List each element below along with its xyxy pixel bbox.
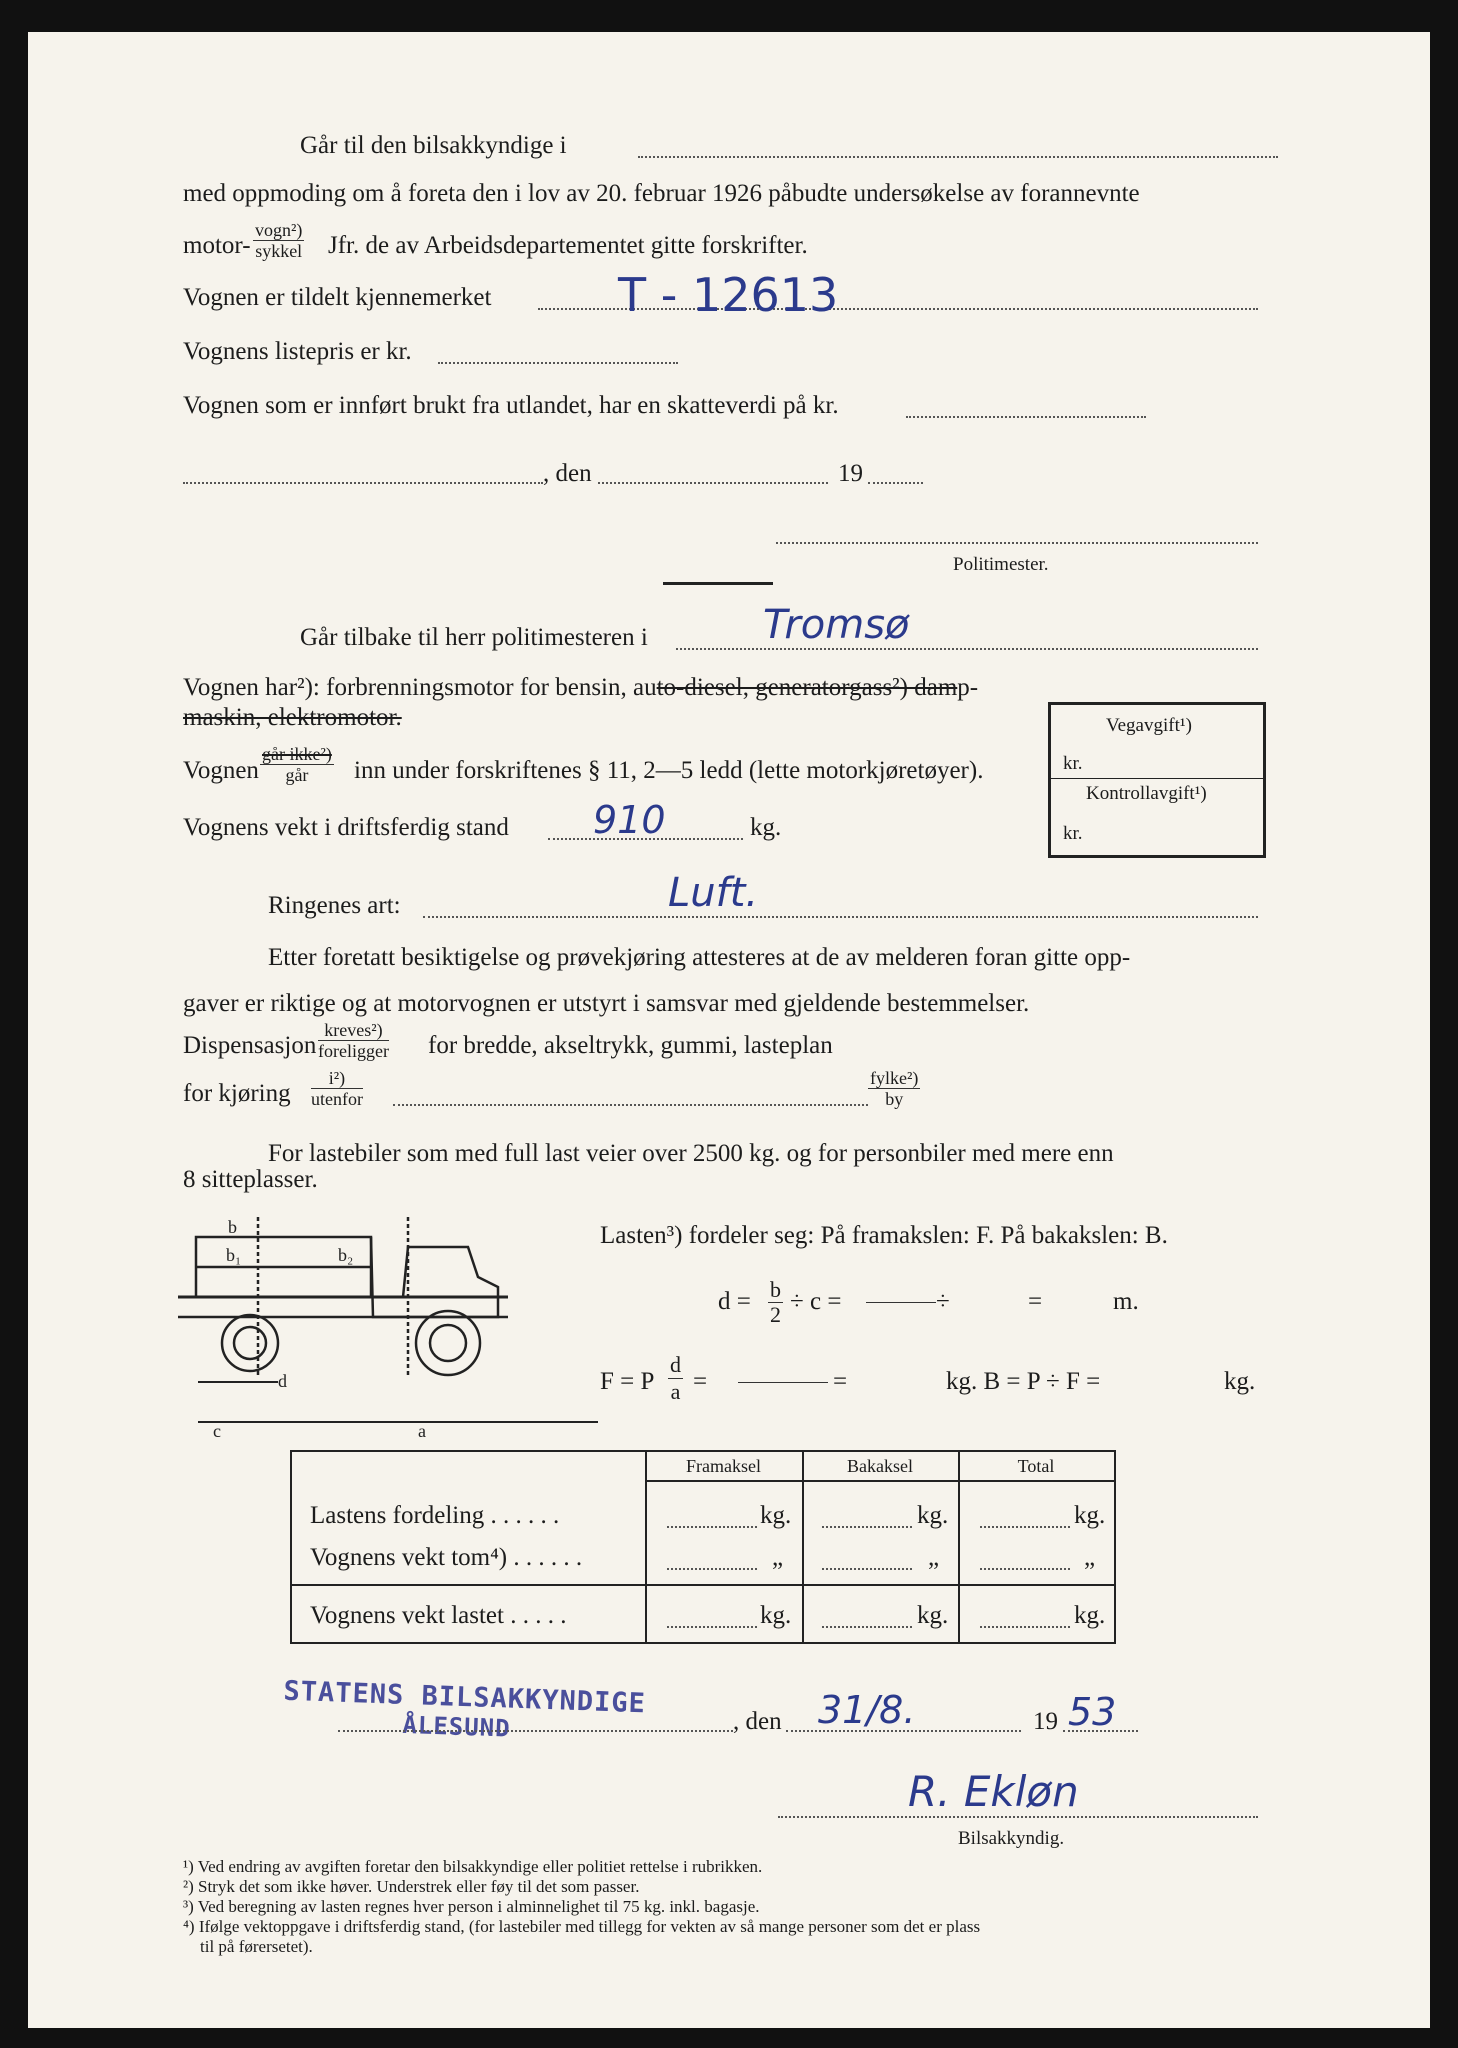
taxvalue-field[interactable] [906, 416, 1146, 418]
table-cell: „ [928, 1544, 940, 1571]
formula-kg-end: kg. [1224, 1368, 1256, 1395]
fylke-numerator: fylke²) [870, 1068, 919, 1088]
front-wheel [222, 1315, 278, 1371]
attest-line-1: Etter foretatt besiktigelse og prøvekjøring attesteres at de av melderen foran gitte opp- [268, 944, 1131, 971]
formula-blank-1 [866, 1302, 936, 1303]
return-label: Går tilbake til herr politimesteren i [300, 624, 648, 651]
row-label-vekt-lastet: Vognens vekt lastet . . . . . [310, 1602, 567, 1629]
frac-2: 2 [770, 1302, 781, 1327]
intro-line2: med oppmoding om å foreta den i lov av 20. februar 1926 påbudte undersøkelse av forannevnte [183, 180, 1140, 207]
footnote-4-cont: til på førersetet). [183, 1937, 313, 1956]
row-label-lastens-fordeling: Lastens fordeling . . . . . . [310, 1502, 560, 1529]
cell-field[interactable] [667, 1626, 757, 1628]
formula-b-over-2 [768, 1278, 783, 1327]
frac-a: a [670, 1379, 681, 1404]
col-header-bakaksel: Bakaksel [847, 1456, 913, 1476]
col-header-total: Total [1017, 1456, 1055, 1476]
formula-f-eq2: = [833, 1368, 848, 1395]
motor-struck-2: maskin, elektromotor. [183, 704, 402, 731]
year19-label: 19 [838, 460, 863, 487]
motor-end: p- [957, 674, 979, 701]
stamp-line-1: STATENS BILSAKKYNDIGE [283, 1675, 647, 1720]
rear-wheel [416, 1311, 480, 1375]
load-intro-1: For lastebiler som med full last veier over 2500 kg. og for personbiler med mere enn [268, 1140, 1114, 1167]
politimester-label: Politimester. [953, 554, 1049, 575]
diagram-label-b1: b₁ [226, 1245, 242, 1265]
bilsakkyndig-title: Bilsakkyndig. [958, 1828, 1065, 1849]
cell-field[interactable] [980, 1568, 1070, 1570]
cell-field[interactable] [667, 1568, 757, 1570]
vogn-denominator: sykkel [255, 241, 303, 261]
motor-au: au [633, 674, 657, 701]
tyres-field[interactable] [423, 916, 1258, 918]
formula-equals: = [1028, 1288, 1043, 1315]
row-label-vekt-tom: Vognens vekt tom⁴) . . . . . . [310, 1544, 583, 1571]
motor-struck-1: to-diesel, generatorgass²) dam [656, 674, 958, 701]
plate-label: Vognen er tildelt kjennemerket [183, 284, 492, 311]
fee-box [1048, 702, 1266, 858]
disp-numerator: kreves²) [318, 1020, 389, 1041]
listprice-label: Vognens listepris er kr. [183, 338, 412, 365]
official-stamp [282, 1676, 646, 1748]
police-district-value: Tromsø [763, 602, 910, 648]
diagram-label-c: c [213, 1421, 221, 1441]
motor-label: Vognen har²): forbrenningsmotor for bensin, [183, 674, 627, 701]
disp-denominator: foreligger [318, 1041, 389, 1061]
table-cell: kg. [917, 1602, 949, 1629]
intro-line3-prefix: motor- [183, 232, 251, 259]
cell-field[interactable] [822, 1568, 912, 1570]
cell-field[interactable] [822, 1526, 912, 1528]
weight-value: 910 [593, 798, 666, 842]
gaar-rest: inn under forskriftenes § 11, 2—5 ledd (lette motorkjøretøyer). [354, 757, 984, 784]
vogn-fraction [253, 220, 304, 261]
gaar-numerator: går ikke²) [262, 744, 332, 764]
footnote-1: ¹) Ved endring av avgiften foretar den bilsakkyndige eller politiet rettelse i rubrikken. [183, 1857, 763, 1876]
kjoring-field[interactable] [393, 1104, 868, 1106]
footnote-2: ²) Stryk det som ikke høver. Understrek eller føy til det som passer. [183, 1877, 640, 1896]
politimester-signature-field[interactable] [776, 542, 1258, 544]
cell-field[interactable] [980, 1526, 1070, 1528]
disp-rest: for bredde, akseltrykk, gummi, lasteplan [428, 1032, 833, 1059]
col-header-framaksel: Framaksel [686, 1456, 761, 1476]
formula-d-over-a [668, 1352, 683, 1405]
formula-blank-2 [738, 1382, 828, 1383]
kjoring-numerator: i²) [311, 1068, 363, 1089]
table-cell: kg. [1074, 1502, 1106, 1529]
formula-kg-b: kg. B = P ÷ F = [946, 1368, 1101, 1395]
table-cell: kg. [760, 1502, 792, 1529]
sig-year-value: 53 [1068, 1690, 1117, 1734]
diagram-label-b2: b₂ [338, 1245, 354, 1265]
formula-f-eq: = [693, 1368, 708, 1395]
stamp-line-2: ÅLESUND [402, 1710, 512, 1743]
sig-year-prefix: 19 [1033, 1708, 1058, 1735]
vegavgift-kr: kr. [1063, 753, 1083, 774]
disp-fraction [318, 1020, 389, 1061]
disp-prefix: Dispensasjon [183, 1032, 317, 1059]
truck-diagram [178, 1217, 598, 1457]
load-distribution: Lasten³) fordeler seg: På framakslen: F. På bakakslen: B. [600, 1222, 1168, 1249]
diagram-label-a: a [418, 1421, 426, 1441]
kjoring-prefix: for kjøring [183, 1080, 291, 1107]
table-cell: kg. [1074, 1602, 1106, 1629]
footnote-3: ³) Ved beregning av lasten regnes hver person i alminnelighet til 75 kg. inkl. bagasje. [183, 1897, 760, 1916]
cell-field[interactable] [667, 1526, 757, 1528]
intro-line1-label: Går til den bilsakkyndige i [300, 132, 567, 159]
plate-value: T - 12613 [618, 268, 839, 322]
place-field[interactable] [183, 482, 543, 484]
kontrollavgift-label: Kontrollavgift¹) [1086, 783, 1207, 804]
weight-unit: kg. [750, 814, 782, 841]
formula-d-rest: ÷ c = [790, 1288, 842, 1315]
kontrollavgift-kr: kr. [1063, 823, 1083, 844]
kjoring-denominator: utenfor [311, 1089, 363, 1109]
motor-line [183, 674, 978, 702]
formula-meters: m. [1113, 1288, 1139, 1315]
load-table [290, 1450, 1116, 1644]
police-district-field[interactable] [676, 648, 1258, 650]
table-cell: kg. [917, 1502, 949, 1529]
sig-date-value: 31/8. [818, 1688, 916, 1732]
load-intro-2: 8 sitteplasser. [183, 1166, 318, 1193]
vegavgift-label: Vegavgift¹) [1106, 715, 1192, 736]
footnote-4: ⁴) Ifølge vektoppgave i driftsferdig stand, (for lastebiler med tillegg for vekten av så mange personer som det er plass [183, 1917, 981, 1936]
intro-line3-rest: Jfr. de av Arbeidsdepartementet gitte forskrifter. [328, 232, 808, 259]
table-cell: kg. [760, 1602, 792, 1629]
frac-b: b [770, 1277, 781, 1302]
district-field[interactable] [638, 156, 1278, 158]
truck-cab [371, 1237, 498, 1317]
formula-f: F = P [600, 1368, 655, 1395]
stamp-place-field[interactable] [338, 1730, 733, 1732]
form-page [28, 32, 1430, 2028]
weight-label: Vognens vekt i driftsferdig stand [183, 814, 509, 841]
listprice-field[interactable] [438, 362, 678, 364]
attest-line-2: gaver er riktige og at motorvognen er utstyrt i samsvar med gjeldende bestemmelser. [183, 990, 1030, 1017]
cell-field[interactable] [980, 1626, 1070, 1628]
fylke-fraction [868, 1068, 920, 1109]
taxvalue-label: Vognen som er innført brukt fra utlandet, har en skatteverdi på kr. [183, 392, 839, 419]
vogn-numerator: vogn²) [255, 220, 303, 240]
year-field[interactable] [868, 482, 923, 484]
gaar-fraction [260, 744, 334, 785]
table-cell: „ [1084, 1544, 1096, 1571]
diagram-label-b: b [228, 1217, 237, 1237]
tyres-label: Ringenes art: [268, 892, 401, 919]
bilsakkyndig-signature-field[interactable] [778, 1816, 1258, 1818]
motor-line-2 [183, 704, 402, 732]
formula-divide: ÷ [936, 1288, 950, 1315]
frac-d: d [670, 1352, 681, 1377]
gaar-prefix: Vognen [183, 757, 259, 784]
cell-field[interactable] [822, 1626, 912, 1628]
diagram-label-d: d [278, 1371, 287, 1391]
gaar-denominator: går [285, 765, 309, 785]
kjoring-fraction [311, 1068, 363, 1109]
bilsakkyndig-signature: R. Ekløn [908, 1767, 1079, 1816]
section-divider [663, 582, 773, 585]
date-field[interactable] [598, 482, 828, 484]
fee-box-divider [1051, 778, 1263, 779]
fylke-denominator: by [885, 1089, 904, 1109]
formula-d: d = [718, 1288, 751, 1315]
tyres-value: Luft. [668, 870, 759, 916]
den-label: , den [543, 460, 592, 487]
sig-den-label: , den [733, 1708, 782, 1735]
table-cell: „ [772, 1544, 784, 1571]
